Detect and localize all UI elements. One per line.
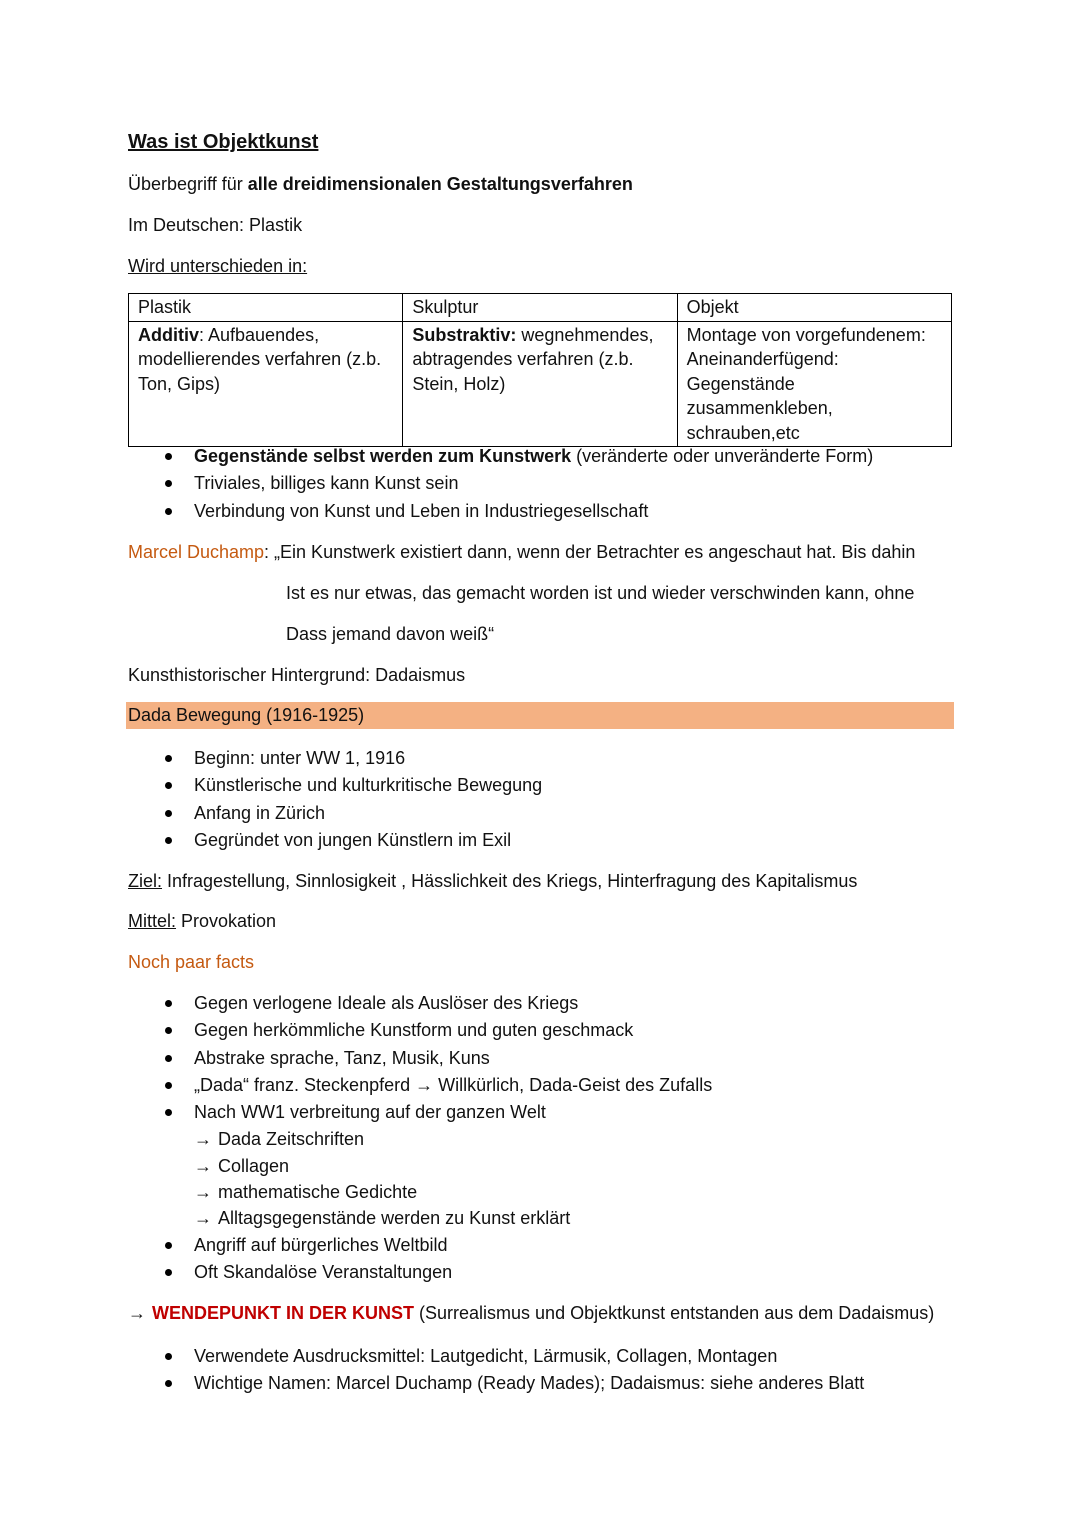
arrow-icon: → xyxy=(194,1155,212,1176)
turning-point-text: (Surrealismus und Objektkunst entstanden aus dem Dadaismus) xyxy=(414,1303,935,1323)
arrow-icon: → xyxy=(194,1208,212,1229)
table-header-cell: Objekt xyxy=(677,294,951,322)
cell-text: wegnehmendes, abtragendes verfahren (z.b. Stein, Holz) xyxy=(412,324,654,394)
list-item: Gegründet von jungen Künstlern im Exil xyxy=(128,827,542,854)
list-item xyxy=(128,443,873,470)
list-item: Gegen herkömmliche Kunstform und guten geschmack xyxy=(128,1017,712,1044)
table-header-cell: Plastik xyxy=(129,294,403,322)
dada-heading-band xyxy=(126,702,954,729)
list-item: Nach WW1 verbreitung auf der ganzen Welt xyxy=(128,1099,712,1126)
quote-line-2: Ist es nur etwas, das gemacht worden ist und wieder verschwinden kann, ohne xyxy=(286,583,915,603)
definition-line xyxy=(128,172,633,196)
list-item: Künstlerische und kulturkritische Bewegung xyxy=(128,772,542,799)
sub-list-item xyxy=(128,1126,712,1152)
list-item-text: (veränderte oder unveränderte Form) xyxy=(571,446,874,466)
german-term-line: Im Deutschen: Plastik xyxy=(128,215,303,235)
list-item-text: Willkürlich, Dada-Geist des Zufalls xyxy=(433,1074,713,1095)
background-line: Kunsthistorischer Hintergrund: Dadaismus xyxy=(128,665,466,685)
turning-point-line xyxy=(128,1301,934,1325)
dada-bullet-list xyxy=(128,745,542,854)
means-label: Mittel: xyxy=(128,911,177,931)
list-item: Verwendete Ausdrucksmittel: Lautgedicht, Lärmusik, Collagen, Montagen xyxy=(128,1343,864,1370)
list-item xyxy=(128,1072,712,1099)
objekt-bullet-list xyxy=(128,443,873,525)
final-bullet-list xyxy=(128,1343,864,1398)
page-title: Was ist Objektkunst xyxy=(128,131,319,153)
list-item: Gegen verlogene Ideale als Auslöser des Kriegs xyxy=(128,990,712,1017)
goal-text: Infragestellung, Sinnlosigkeit , Hässlichkeit des Kriegs, Hinterfragung des Kapitalismus xyxy=(162,871,858,891)
sub-list-item-text: mathematische Gedichte xyxy=(218,1182,418,1203)
cell-bold: Additiv xyxy=(138,324,199,345)
list-item: Anfang in Zürich xyxy=(128,800,542,827)
table-header-cell: Skulptur xyxy=(403,294,677,322)
sub-list-item xyxy=(128,1153,712,1179)
list-item xyxy=(128,470,873,497)
distinguished-heading: Wird unterschieden in: xyxy=(128,256,308,276)
arrow-icon: → xyxy=(194,1129,212,1150)
table-row xyxy=(129,321,952,447)
list-item: Beginn: unter WW 1, 1916 xyxy=(128,745,542,772)
sub-list-item-text: Dada Zeitschriften xyxy=(218,1129,365,1150)
definition-prefix: Überbegriff für xyxy=(128,174,248,194)
cell-bold: Substraktiv: xyxy=(412,324,517,345)
sub-list-item-text: Alltagsgegenstände werden zu Kunst erklärt xyxy=(218,1208,571,1229)
list-item-bold: Gegenstände selbst werden zum Kunstwerk xyxy=(194,446,572,466)
table-cell xyxy=(677,321,951,447)
sub-list-item xyxy=(128,1179,712,1205)
goal-line xyxy=(128,869,857,893)
quote-line-3: Dass jemand davon weiß“ xyxy=(286,624,495,644)
arrow-icon: → xyxy=(194,1182,212,1203)
list-item: Oft Skandalöse Veranstaltungen xyxy=(128,1259,712,1286)
sub-list-item-text: Collagen xyxy=(218,1155,290,1176)
table-cell xyxy=(403,321,677,447)
table-header-row xyxy=(129,294,952,322)
means-text: Provokation xyxy=(176,911,277,931)
goal-label: Ziel: xyxy=(128,871,163,891)
sub-list-item xyxy=(128,1205,712,1231)
quote-text: : „Ein Kunstwerk existiert dann, wenn der Betrachter es angeschaut hat. Bis dahin xyxy=(264,542,916,562)
list-item-text: „Dada“ franz. Steckenpferd xyxy=(194,1074,416,1095)
comparison-table xyxy=(128,293,952,447)
list-item xyxy=(128,498,873,525)
arrow-icon: → xyxy=(128,1303,146,1323)
list-item: Wichtige Namen: Marcel Duchamp (Ready Mades); Dadaismus: siehe anderes Blatt xyxy=(128,1370,864,1397)
cell-text: Montage von vorgefundenem: Aneinanderfügend: Gegenstände zusammenkleben, schrauben,etc xyxy=(686,324,926,443)
list-item-text: Triviales, billiges kann Kunst sein xyxy=(194,473,459,494)
dada-heading: Dada Bewegung (1916-1925) xyxy=(128,705,365,725)
list-item: Abstrake sprache, Tanz, Musik, Kuns xyxy=(128,1045,712,1072)
arrow-icon: → xyxy=(415,1074,434,1095)
definition-bold: alle dreidimensionalen Gestaltungsverfahren xyxy=(247,174,633,194)
quote-line-1 xyxy=(128,540,915,564)
means-line xyxy=(128,909,276,933)
quote-author: Marcel Duchamp xyxy=(128,542,265,562)
facts-heading: Noch paar facts xyxy=(128,952,255,972)
cell-text: : Aufbauendes, modellierendes verfahren (z.b. Ton, Gips) xyxy=(138,324,382,394)
table-cell xyxy=(129,321,403,447)
facts-bullet-list xyxy=(128,990,712,1286)
turning-point-label: WENDEPUNKT IN DER KUNST xyxy=(152,1303,415,1323)
list-item-text: Verbindung von Kunst und Leben in Industriegesellschaft xyxy=(194,500,649,521)
list-item: Angriff auf bürgerliches Weltbild xyxy=(128,1232,712,1259)
